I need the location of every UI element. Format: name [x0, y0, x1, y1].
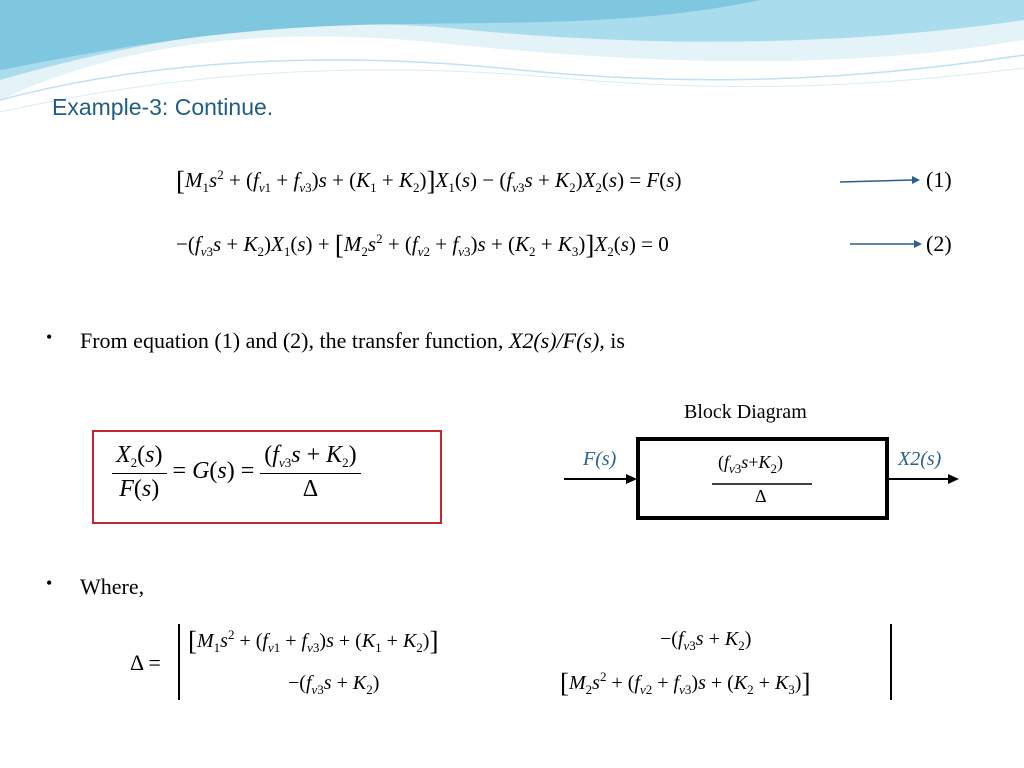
bullet-text: Where,	[80, 574, 145, 599]
transfer-function-equation: $\frac{X_2(s)}{F(s)}$ = G(s) = $\frac{(f_{v3}s + K_2)}{\Delta}$	[112, 442, 361, 503]
equation-1: $[M_1s^2 + (f_{v1} + f_{v3})s + (K_1 + K_2)]X_1(s) - (f_{v3}s + K_2)X_2(s) = F(s)$	[176, 166, 682, 196]
block-gain-numerator: $(f_{v3}s+K_2)$	[718, 452, 783, 476]
block-diagram	[560, 430, 964, 526]
delta-determinant: Δ = $[M_1s^2 + (f_{v1} + f_{v3})s + (K_1 + K_2)]$ $-(f_{v3}s + K_2)$ $-(f_{v3}s + K_2)$ $[M_2s^2 + (f_{v2} + f_{v3})s + (K_2 + K_3)]$	[128, 620, 898, 710]
block-input-label: F(s)	[583, 448, 617, 470]
equation-2-arrow-icon	[850, 237, 922, 251]
equation-2: $-(f_{v3}s + K_2)X_1(s) + [M_2s^2 + (f_{v2} + f_{v3})s + (K_2 + K_3)]X_2(s) = 0$	[176, 230, 669, 260]
transfer-function-box	[92, 430, 442, 524]
block-gain-denominator: Δ	[755, 486, 767, 506]
block-output-label: X2(s)	[898, 448, 942, 470]
slide-title: Example-3: Continue.	[52, 94, 274, 120]
equation-1-arrow-icon	[840, 174, 920, 188]
equation-1-label: (1)	[926, 167, 952, 192]
bullet-text: From equation (1) and (2), the transfer function, X2(s)/F(s), is	[80, 328, 625, 353]
equation-2-label: (2)	[926, 231, 952, 256]
block-diagram-title: Block Diagram	[684, 401, 807, 423]
bullet-dot: •	[46, 573, 53, 593]
bullet-dot: •	[46, 327, 53, 347]
